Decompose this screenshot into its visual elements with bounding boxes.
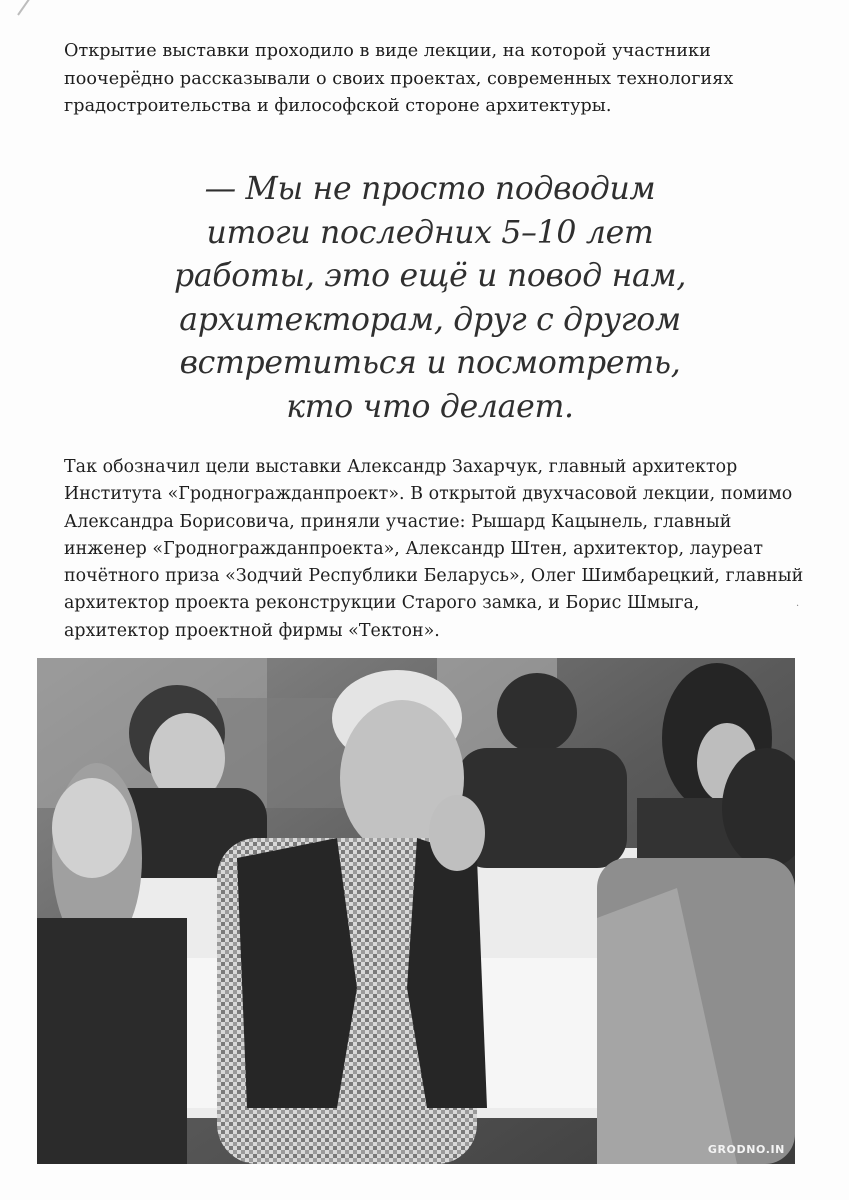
pull-quote (110, 168, 750, 430)
pull-quote-line: работы, это ещё и повод нам, (173, 258, 687, 295)
photo-watermark: GRODNO.IN (707, 1143, 785, 1156)
pull-quote-line: итоги последних 5–10 лет (206, 214, 654, 251)
pull-quote-line: встретиться и посмотреть, (179, 345, 681, 382)
pull-quote-line: — Мы не просто подводим (204, 171, 656, 207)
scan-speck: · (796, 601, 800, 612)
body-paragraph: Так обозначил цели выставки Александр Захарчук, главный архитектор Института «Гродногражданпроект». В открытой двухчасовой лекции, помимо Александра Борисовича, приняли участие: Рышард Кацынель, главный инженер «Гродногражданпроекта», Александр Штен, архитектор, лауреат почётного приза «Зодчий Республики Беларусь», Олег Шимбарецкий, главный архитектор проекта реконструкции Старого замка, и Борис Шмыга, архитектор проектной фирмы «Тектон». (64, 457, 804, 641)
intro-paragraph: Открытие выставки проходило в виде лекции, на которой участники поочерёдно рассказывали о своих проектах, современных технологиях градостроительства и философской стороне архитектуры. (64, 41, 734, 116)
scan-corner-mark (17, 0, 38, 16)
event-photo (37, 658, 795, 1164)
pull-quote-line: кто что делает. (286, 388, 574, 425)
event-photo-illustration (37, 658, 795, 1164)
pull-quote-line: архитекторам, друг с другом (179, 301, 681, 338)
